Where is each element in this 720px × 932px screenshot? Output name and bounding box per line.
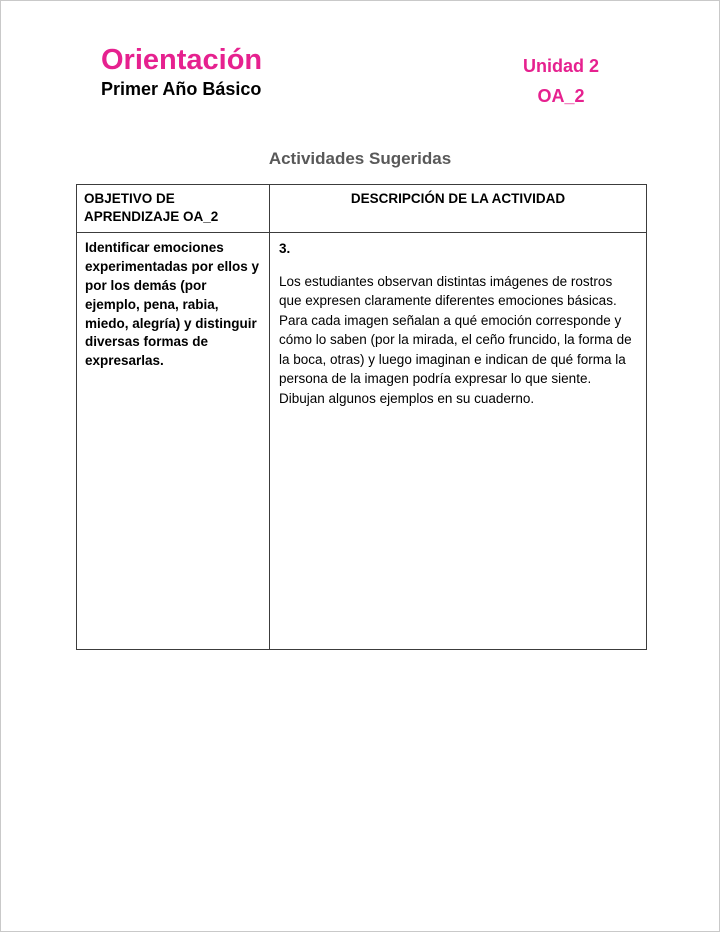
description-column-header: DESCRIPCIÓN DE LA ACTIVIDAD	[270, 185, 647, 233]
activity-number: 3.	[279, 241, 291, 256]
document-header-left	[101, 45, 262, 100]
table-header-row	[77, 185, 647, 233]
subject-title: Orientación	[101, 44, 263, 76]
objective-cell: Identificar emociones experimentadas por ellos y por los demás (por ejemplo, pena, rabia, miedo, alegría) y distinguir diversas formas de expresarlas.	[77, 233, 270, 650]
activity-description: Los estudiantes observan distintas imágenes de rostros que expresen claramente diferentes emociones básicas. Para cada imagen señalan a qué emoción corresponde y cómo lo saben (por la mirada, el ceño fruncido, la forma de la boca, otras) y luego imaginan e indican de qué forma la persona de la imagen podría expresar lo que siente. Dibujan algunos ejemplos en su cuaderno.	[279, 273, 632, 406]
grade-subtitle: Primer Año Básico	[101, 78, 262, 99]
activity-cell	[270, 233, 647, 650]
oa-code-label: OA_2	[537, 86, 585, 106]
activities-table	[76, 184, 647, 650]
objective-column-header: OBJETIVO DE APRENDIZAJE OA_2	[77, 185, 270, 233]
document-header-right	[506, 56, 616, 107]
section-title: Actividades Sugeridas	[268, 149, 452, 168]
unit-label: Unidad 2	[522, 56, 599, 76]
table-body-row	[77, 233, 647, 650]
